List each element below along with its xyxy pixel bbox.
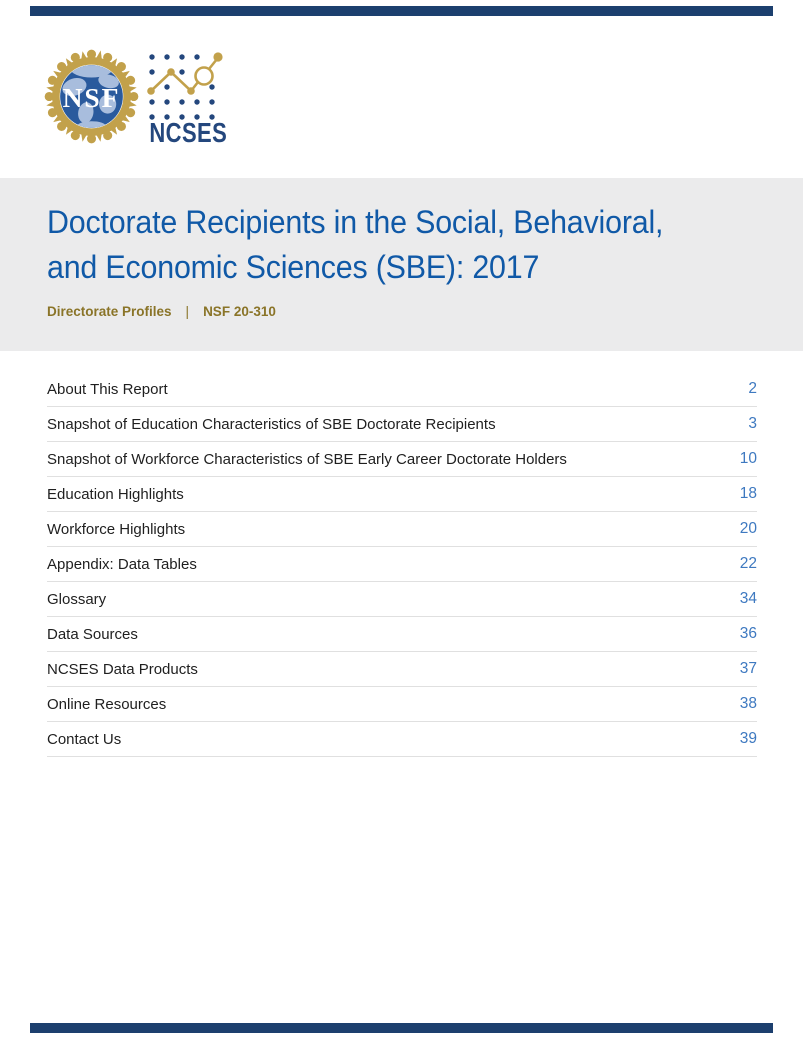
- toc-item-snapshot-workforce[interactable]: [47, 442, 757, 477]
- subtitle-divider: |: [185, 304, 190, 319]
- toc-item-label: Glossary: [47, 590, 107, 608]
- nsf-logo-icon: [44, 49, 139, 144]
- toc-item-label: Appendix: Data Tables: [47, 555, 197, 573]
- toc-item-label: NCSES Data Products: [47, 660, 198, 678]
- toc-page-number: 34: [739, 590, 757, 607]
- series-label: Directorate Profiles: [47, 304, 172, 319]
- report-subtitle: [47, 304, 803, 319]
- toc-item-label: Snapshot of Education Characteristics of SBE Doctorate Recipients: [47, 415, 496, 433]
- ncses-wordmark-text: NCSES: [149, 117, 228, 149]
- page-title-line2: and Economic Sciences (SBE): 2017: [47, 249, 540, 285]
- toc-item-glossary[interactable]: [47, 582, 757, 617]
- nsf-acronym-text: NSF: [62, 81, 121, 113]
- bottom-rule-bar: [30, 1023, 773, 1033]
- toc-item-label: Contact Us: [47, 730, 122, 748]
- toc-page-number: 39: [739, 730, 757, 747]
- toc-item-label: Workforce Highlights: [47, 520, 186, 538]
- toc-item-label: Data Sources: [47, 625, 138, 643]
- magnifier-icon: [196, 68, 213, 85]
- toc-page-number: 38: [739, 695, 757, 712]
- toc-page-number: 2: [748, 380, 757, 397]
- toc-item-appendix-data-tables[interactable]: [47, 547, 757, 582]
- page-title-line1: Doctorate Recipients in the Social, Behavioral,: [47, 204, 664, 240]
- dot-grid-icon: [149, 54, 214, 119]
- toc-item-label: Online Resources: [47, 695, 167, 713]
- toc-item-data-sources[interactable]: [47, 617, 757, 652]
- title-band: [0, 178, 803, 351]
- toc-page-number: 37: [739, 660, 757, 677]
- trend-line-icon: [151, 59, 217, 91]
- top-rule-bar: [30, 6, 773, 16]
- toc-item-label: Snapshot of Workforce Characteristics of SBE Early Career Doctorate Holders: [47, 450, 567, 468]
- toc-item-workforce-highlights[interactable]: [47, 512, 757, 547]
- toc-item-online-resources[interactable]: [47, 687, 757, 722]
- table-of-contents: [47, 372, 757, 757]
- toc-item-snapshot-education[interactable]: [47, 407, 757, 442]
- toc-page-number: 3: [748, 415, 757, 432]
- toc-item-ncses-data-products[interactable]: [47, 652, 757, 687]
- ncses-logo-icon: [147, 51, 229, 149]
- toc-item-contact-us[interactable]: [47, 722, 757, 757]
- toc-page-number: 36: [739, 625, 757, 642]
- toc-item-label: About This Report: [47, 380, 168, 398]
- toc-page-number: 20: [739, 520, 757, 537]
- toc-item-label: Education Highlights: [47, 485, 184, 503]
- toc-page-number: 10: [739, 450, 757, 467]
- toc-item-about-this-report[interactable]: [47, 372, 757, 407]
- toc-page-number: 18: [739, 485, 757, 502]
- toc-page-number: 22: [739, 555, 757, 572]
- toc-item-education-highlights[interactable]: [47, 477, 757, 512]
- report-number: NSF 20-310: [203, 304, 276, 319]
